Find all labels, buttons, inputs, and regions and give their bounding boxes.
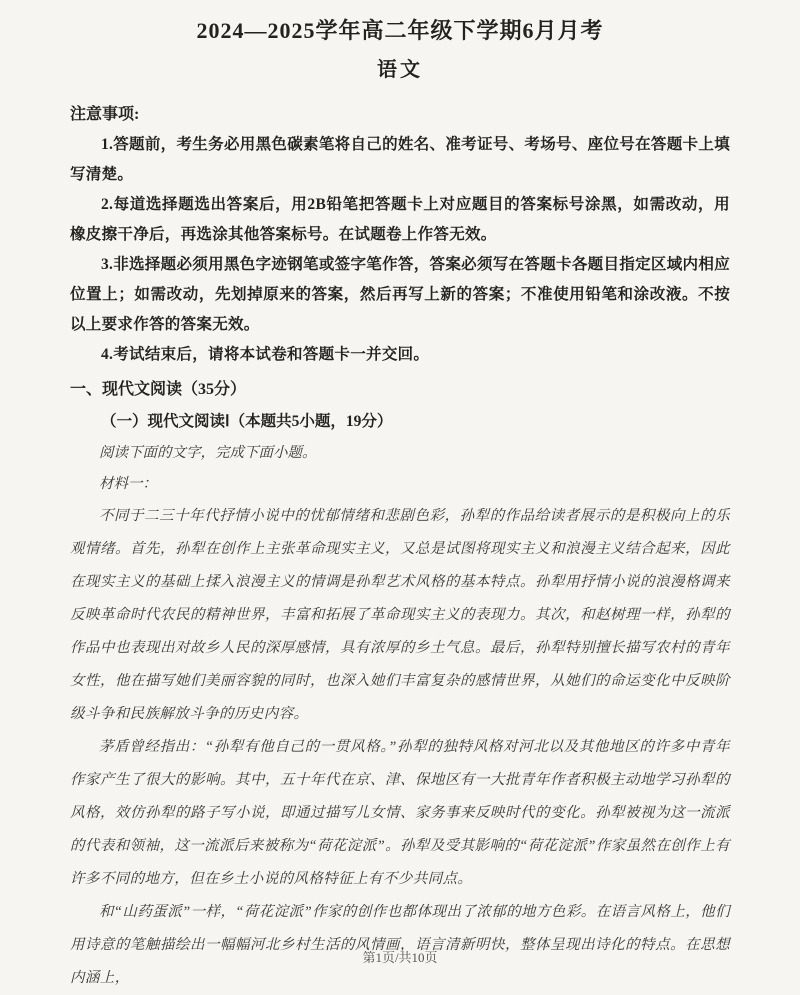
notice-item-2: 2.每道选择题选出答案后，用2B铅笔把答题卡上对应题目的答案标号涂黑，如需改动，用橡皮擦干净后，再选涂其他答案标号。在试题卷上作答无效。 — [70, 196, 730, 243]
notice-item-4: 4.考试结束后，请将本试卷和答题卡一并交回。 — [101, 346, 430, 363]
reading-instruction: 阅读下面的文字，完成下面小题。 — [99, 445, 317, 461]
notice-item-1: 1.答题前，考生务必用黑色碳素笔将自己的姓名、准考证号、考场号、座位号在答题卡上填写清楚。 — [70, 136, 730, 183]
page-number: 第1页/共10页 — [362, 950, 438, 965]
exam-title: 2024—2025学年高二年级下学期6月月考 — [196, 18, 604, 43]
material-paragraph-2: 茅盾曾经指出：“孙犁有他自己的一贯风格。”孙犁的独特风格对河北以及其他地区的许多中青年作家产生了很大的影响。其中，五十年代在京、津、保地区有一大批青年作者积极主动地学习孙犁的风格，效仿孙犁的路子写小说，即通过描写儿女情、家务事来反映时代的变化。孙犁被视为这一流派的代表和领袖，这一流派后来被称为“荷花淀派”。孙犁及受其影响的“荷花淀派”作家虽然在创作上有许多不同的地方，但在乡土小说的风格特征上有不少共同点。 — [70, 739, 730, 887]
material-label: 材料一： — [99, 476, 157, 492]
notice-heading: 注意事项: — [70, 106, 140, 123]
notice-block — [70, 100, 730, 370]
reading-section — [70, 374, 730, 995]
notice-item-3: 3.非选择题必须用黑色字迹钢笔或签字笔作答，答案必须写在答题卡各题目指定区域内相应位置上；如需改动，先划掉原来的答案，然后再写上新的答案；不准使用铅笔和涂改液。不按以上要求作答的答案无效。 — [70, 256, 730, 333]
section-heading: 一、现代文阅读（35分） — [70, 381, 247, 398]
material-paragraph-3: 和“山药蛋派”一样，“荷花淀派”作家的创作也都体现出了浓郁的地方色彩。在语言风格上，他们用诗意的笔触描绘出一幅幅河北乡村生活的风情画，语言清新明快，整体呈现出诗化的特点。在思想内涵上， — [70, 904, 730, 986]
exam-subject: 语文 — [377, 59, 423, 81]
material-paragraph-1: 不同于二三十年代抒情小说中的忧郁情绪和悲剧色彩，孙犁的作品给读者展示的是积极向上的乐观情绪。首先，孙犁在创作上主张革命现实主义，又总是试图将现实主义和浪漫主义结合起来，因此在现实主义的基础上揉入浪漫主义的情调是孙犁艺术风格的基本特点。孙犁用抒情小说的浪漫格调来反映革命时代农民的精神世界，丰富和拓展了革命现实主义的表现力。其次，和赵树理一样，孙犁的作品中也表现出对故乡人民的深厚感情，具有浓厚的乡土气息。最后，孙犁特别擅长描写农村的青年女性，他在描写她们美丽容貌的同时，也深入她们丰富复杂的感情世界，从她们的命运变化中反映阶级斗争和民族解放斗争的历史内容。 — [70, 508, 730, 722]
subsection-heading: （一）现代文阅读Ⅰ（本题共5小题，19分） — [101, 413, 393, 430]
